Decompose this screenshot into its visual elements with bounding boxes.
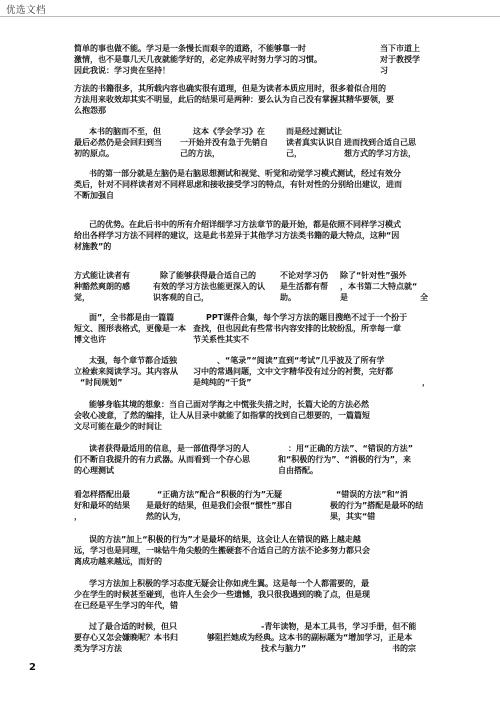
text-line: 习中的常遇问题，文中文字精华没有过分的衬赘，完好都 [193, 367, 393, 376]
text-line: 过了最合适的时候，但只 [89, 622, 177, 631]
text-line: 除了能够获得最合适自己的 [160, 271, 256, 280]
text-line: ， [422, 378, 430, 387]
text-line: 全 [420, 293, 428, 302]
text-line: 和“积极的行为”、“消极的行为”，来 [278, 455, 412, 464]
text-line: 想方式的学习方法， [344, 149, 416, 158]
page-header-label: 优选文档 [6, 5, 47, 16]
text-line: ， [74, 512, 82, 521]
text-line: 给出各样学习方法不同样的建议，这是此书差异于其他学习方法类书籍的最大特点，这种“因 [74, 231, 400, 240]
text-line: 书的第一部分就是左脑仍是右脑思想测试和视觉、听觉和动觉学习模式测试，经过有效分 [89, 169, 401, 178]
text-line: 激情，也不是靠几天几夜就能学好的，必定养成平时努力学习的习惯。 [74, 55, 322, 64]
text-line: 极的行为”搭配是最坏的结 [330, 501, 424, 510]
text-line: 己的方法， [180, 149, 220, 158]
text-line: 博文也许 [74, 335, 106, 344]
text-line: PPT课件合集，每个学习方法的题目搜绝不过于一个扮于 [206, 313, 408, 322]
text-line: 材施教”的 [74, 242, 112, 251]
text-line: 识客观的自己， [153, 293, 209, 302]
text-line: 本书的脑而不至，但 [89, 127, 161, 136]
text-line: 离成功越来越远，而好的 [74, 557, 162, 566]
text-line: 是最好的结果，但是我们会很“惯性”那自 [146, 501, 293, 510]
text-line: 能够身临其境的想象：当自己面对学海之中慌张失措之时，长篇大论的方法必然 [89, 400, 369, 409]
text-line: “时间规划” [80, 378, 123, 387]
text-line: 己， [286, 149, 302, 158]
text-line: 学习方法加上积极的学习态度无疑会让你如虎生翼。这是每一个人都需要的，最 [89, 579, 369, 588]
text-line: 自由搭配。 [278, 466, 318, 475]
text-line: 当下市道上 [380, 44, 420, 53]
text-line: 果，其实“错 [330, 512, 376, 521]
text-line: 最后必然仍是会回归到当 [74, 138, 162, 147]
text-line: 看怎样搭配出最 [74, 490, 130, 499]
text-line: 有效的学习方法也能更深入的认 [153, 282, 265, 291]
text-line: 技术与脑力” [261, 644, 307, 653]
text-line: 读者获得最适用的信息，是一部值得学习的人 [89, 444, 249, 453]
text-line: -青年读物，是本工具书，学习手册，但不能 [261, 622, 417, 631]
text-line: 远，学习也是同理，一味钻牛角尖般的生搬硬套不合适自己的方法不论多努力都只会 [74, 546, 370, 555]
text-line: “错误的方法”和“消 [336, 490, 408, 499]
text-line: 误的方法”加上“积极的行为”才是最坏的结果，这会让人在错误的路上越走越 [89, 535, 361, 544]
text-line: 是 [340, 293, 348, 302]
text-line: 这本《学会学习》在 [193, 127, 265, 136]
text-line: 、“笔录”“阅读”直到“考试”几乎波及了所有学 [217, 356, 385, 365]
text-line: 会收心凌意，了然的编排，让人从目录中就能了如指掌的找到自己想要的，一篇篇短 [74, 411, 370, 420]
text-line: 然的认为， [146, 512, 186, 521]
text-line: 方法用来收效却其实不明显，此后的结果可是两种：要么认为自己没有掌握其精华要领，要 [74, 95, 394, 104]
text-line: 而是经过测试让 [286, 127, 342, 136]
text-line: 助。 [280, 293, 296, 302]
text-line: 节关系性其实不 [193, 335, 249, 344]
page-number: 2 [29, 662, 36, 673]
text-line: 不断加强自 [74, 191, 114, 200]
text-line: 除了“针对性”强外 [340, 271, 407, 280]
text-line: 读者真实认识自 [286, 138, 342, 147]
text-line: 们不断自我提升的有力武器。从而看到一个存心思 [74, 455, 250, 464]
text-line: 够阻拦她成为经典。这本书的副标题为“增加学习，正是本 [207, 633, 413, 642]
text-line: 是生活都有帮 [280, 282, 328, 291]
text-line: ，本书第二大特点就“ [340, 282, 418, 291]
text-line: 不论对学习仍 [280, 271, 328, 280]
text-line: 一开始并没有急于先销自 [180, 138, 268, 147]
text-line: 短文、图形表格式，更像是一本 [74, 324, 186, 333]
text-line: 查找，但也因此有些常书内容安排的比较纷乱，所幸每一章 [193, 324, 401, 333]
text-line: 因此我说：学习贵在坚持！ [74, 66, 170, 75]
text-line: 文尽可能在最少的时间让 [74, 422, 162, 431]
text-line: 己的优势。在此后书中的所有介绍详细学习方法章节的最开始，都是依照不同样学习模式 [89, 220, 401, 229]
text-line: 在已经是平生学习的年代，错 [74, 601, 178, 610]
text-line: 要存心又怎会嫌晚呢？本书归 [74, 633, 178, 642]
text-line: “正确方法”配合“积极的行为”无疑 [157, 490, 283, 499]
text-line: 好和最坏的结果 [74, 501, 130, 510]
text-line: 进而找到合适自己思 [344, 138, 416, 147]
text-line: 初的原点。 [74, 149, 114, 158]
text-line: 类为学习方法 [74, 644, 122, 653]
text-line: 太强，每个章节都合适独 [89, 356, 177, 365]
text-line: 习 [380, 66, 388, 75]
text-line: 种豁然爽朗的感 [74, 282, 130, 291]
text-line: 的心理测试 [74, 466, 114, 475]
text-line: 书的宗 [392, 644, 416, 653]
text-line: 立检索来阅读学习。其内容从 [74, 367, 178, 376]
text-line: 对于教授学 [380, 55, 420, 64]
text-line: 么抱怨那 [74, 106, 106, 115]
text-line: 面”，全书都是由一篇篇 [89, 313, 175, 322]
text-line: 方式能让读者有 [74, 271, 130, 280]
text-line: 是纯纯的“干货” [193, 378, 252, 387]
text-line: 类后，针对不同样读者对不同样思虑和接收接受学习的特点，有针对性的分别给出建议，进而 [74, 180, 402, 189]
text-line: 觉， [74, 293, 90, 302]
text-line: ：用“正确的方法”、“错误的方法” [288, 444, 414, 453]
text-line: 方法的书籍很多，其所载内容也确实很有道理，但是为读者本质应用时，很多着似合用的 [74, 84, 386, 93]
text-line: 简单的事也做不能。学习是一条慢长而艰辛的道路，不能够靠一时 [74, 44, 306, 53]
text-line: 少在学生的时候甚至碰到，也许人生会少一些遗憾，我只很我遇到的晚了点，但是现 [74, 590, 370, 599]
